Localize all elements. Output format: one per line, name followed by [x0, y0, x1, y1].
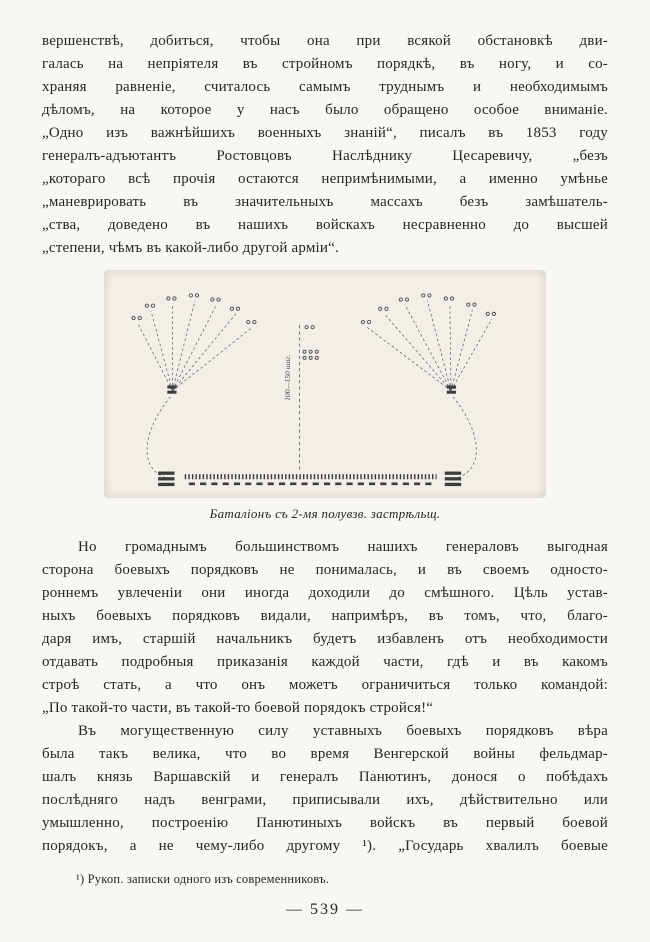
text-line: отдавать подробныя приказанія каждой части, гдѣ и въ какомъ [42, 654, 608, 670]
right-flank-blocks [445, 472, 461, 487]
text-line: роннемъ увлеченіи они иногда доходили до смѣшного. Цѣль устав- [42, 585, 608, 601]
footnote: ¹) Рукоп. записки одного изъ современниковъ. [76, 872, 330, 886]
paragraph-2 [42, 536, 608, 720]
center-support-cluster [303, 326, 318, 360]
text-line: сторона боевыхъ порядковъ не понималась, и въ своемъ односто- [42, 562, 608, 578]
left-skirmisher-pairs [132, 294, 256, 324]
text-line: строѣ стать, а что онъ можетъ ограничиться только командой: [42, 677, 608, 693]
battalion-line [185, 477, 437, 484]
text-line: шалъ князь Варшавскій и генералъ Панютинъ, донося о побѣдахъ [42, 769, 608, 785]
paragraph-3 [42, 720, 608, 858]
text-line: „Одно изъ важнѣйшихъ военныхъ знаній“, писалъ въ 1853 году [42, 125, 608, 141]
text-line: „маневрировать въ значительныхъ массахъ безъ замѣшатель- [42, 194, 608, 210]
right-flank-curve [451, 397, 476, 480]
figure-caption: Баталіонъ съ 2-мя полувзв. застрѣльщ. [209, 506, 441, 521]
battalion-formation-diagram [125, 276, 525, 491]
distance-label: 100—150 шаг. [283, 354, 293, 401]
text-line: дѣломъ, на которое у насъ было обращено особое вниманіе. [42, 102, 608, 118]
text-line: вершенствѣ, добиться, чтобы она при всякой обстановкѣ дви- [42, 33, 608, 49]
page-number: — 539 — [286, 901, 364, 918]
text-line: генералъ-адъютантъ Ростовцовъ Наслѣднику Цесаревичу, „безъ [42, 148, 608, 164]
text-line: „По такой-то части, въ такой-то боевой порядокъ стройся!“ [42, 700, 434, 716]
text-line: галась на непріятеля въ стройномъ порядкѣ, въ ногу, и со- [42, 56, 608, 72]
text-line: даря имъ, старшій начальникъ будетъ избавленъ отъ необходимости [42, 631, 608, 647]
left-flank-curve [147, 397, 172, 480]
text-line: „ства, доведено въ нашихъ войскахъ несравненно до высшей [42, 217, 608, 233]
text-line: была такъ велика, что во время Венгерской войны фельдмар- [42, 746, 608, 762]
right-skirmisher-pairs [361, 294, 495, 324]
text-line: послѣдняго надъ венграми, приписывали ихъ, дѣйствительно или [42, 792, 608, 808]
text-line: храняя равненіе, считалось самымъ труднымъ и необходимымъ [42, 79, 608, 95]
text-line: „котораго всѣ прочія остаются непримѣнимыми, а именно умѣнье [42, 171, 608, 187]
left-skirmisher-fan-lines [138, 301, 253, 391]
text-line: ныхъ боевыхъ порядковъ видали, напримѣръ, въ томъ, что, благо- [42, 608, 608, 624]
text-line: умышленно, построенію Панютиныхъ войскъ въ первый боевой [42, 815, 608, 831]
paragraph-1 [42, 30, 608, 260]
text-line: порядокъ, а не чему-либо другому ¹). „Государь хвалилъ боевые [42, 838, 608, 854]
right-skirmisher-fan-lines [367, 301, 492, 391]
text-line: „степени, чѣмъ въ какой-либо другой арміи“. [42, 240, 339, 256]
text-line: Въ могущественную силу уставныхъ боевыхъ порядковъ вѣра [78, 723, 608, 739]
figure-battalion-diagram [104, 270, 546, 498]
text-line: Но громаднымъ большинствомъ нашихъ генераловъ выгодная [78, 539, 608, 555]
left-flank-blocks [158, 472, 174, 487]
